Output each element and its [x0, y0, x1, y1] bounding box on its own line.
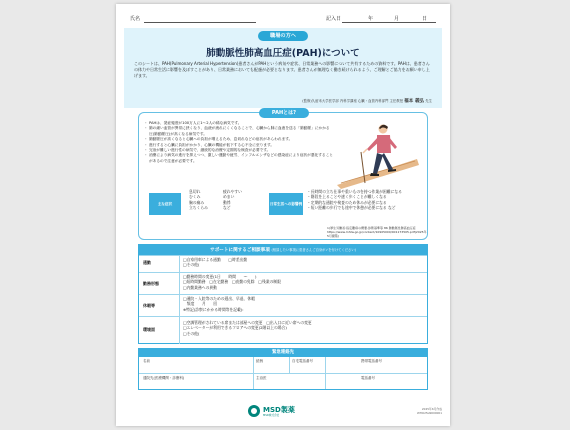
symptoms-col-2: 疲れやすい めまい 動悸 など [223, 189, 242, 210]
hospital-phone-field[interactable]: 電話番号 [361, 376, 375, 380]
list-item: ・ 肺の細い血管が異常に狭くなり、血液が流れにくくなることで、心臓から肺に血液を送る「肺動脈」にかかる圧(肺動脈圧)が高くなる病気です。 [145, 126, 333, 137]
list-item: ・ PAHは、発症頻度が100万人に1〜2人の稀な病気です。 [145, 121, 333, 126]
support-table [138, 244, 428, 344]
emergency-header: 緊急連絡先 [139, 349, 427, 357]
climbing-person-illustration [333, 119, 421, 189]
year-label: 年 [368, 16, 374, 22]
date-label: 記入日 [326, 16, 342, 22]
list-item: ・ 進行すると心臓に負担がかかり、心臓の機能が低下する心不全に至ります。 [145, 143, 333, 148]
relation-field[interactable]: 続柄 [256, 359, 263, 363]
list-item: ・ 治療により病気の進行を抑えつつ、激しい運動や疲労、インフルエンザなどの感染症により症状が悪化することがあるので注意が必要です。 [145, 153, 333, 164]
name-line[interactable] [144, 22, 256, 23]
date-line[interactable] [342, 22, 436, 23]
list-item: ・ 肺動脈圧が高くなると心臓への負担が増えるため、息切れなどの症状があらわれます。 [145, 137, 333, 142]
support-header: サポートに関するご相談事項 (相談したい事項に患者さんご自身が✓を付けてください) [139, 245, 427, 255]
intro-text: このシートは、PAH(Pulmonary Arterial Hypertension)患者さんがPAHという病気や症状、日常業務への影響について共有するための資料です。PAHは、患者さんの体力や日常生活に影響を及ぼすことがあり、日常業務においても配慮が必要となります。患者さんが無理なく働き続けられるよう、ご理解とご協力をお願い申し上げます。 [134, 61, 430, 78]
mobile-phone-field[interactable]: 携帯電話番号 [361, 359, 382, 363]
impact-badge: 日常生活への影響例 [269, 193, 303, 215]
work-style-options[interactable]: □勤務時間の変更(1日 時間 〜 ) □短時間勤務 □在宅勤務 □夜勤の免除 □残業の制限 □内勤業務への異動 [183, 274, 281, 290]
pah-section [138, 112, 428, 240]
support-row-commute: 通勤 □自家用車による通勤 □時差出勤 □その他( [139, 255, 427, 272]
symptoms-col-1: 息切れ むくみ 胸の痛み 立ちくらみ [189, 189, 208, 210]
leave-options[interactable]: □通院・入院等のための遅出、早退、休暇 頻度 月 回 ※特記(診察にかかる時間等を記載): [183, 296, 255, 312]
pah-tab: PAHとは? [259, 108, 309, 118]
impact-list: ・長時間の立ち仕事や重いものを持つ作業が困難になる ・階段を上ることや速く歩くことが難しくなる ・定期的な通院や検査のため休みが必要になる ・短い距離の歩行でも途中で休憩が必要になる など [307, 189, 402, 210]
reference-note: 1)厚生労働省:指定難病の概要,診断基準等 86 肺動脈性肺高血圧症 https://www.mhlw.go.jp/content/10905000/001173505.pdf(2025年5月閲覧) [327, 226, 427, 239]
msd-logo-icon [248, 405, 260, 417]
support-row-work-style: 勤務形態 □勤務時間の変更(1日 時間 〜 ) □短時間勤務 □在宅勤務 □夜勤の免除 □残業の制限 □内勤業務への異動 [139, 272, 427, 294]
commute-options[interactable]: □自家用車による通勤 □時差出勤 □その他( [183, 257, 248, 268]
page-title: 肺動脈性肺高血圧症(PAH)について [206, 48, 360, 59]
hospital-field[interactable]: 通院先(医療機関・診療科) [143, 376, 185, 380]
audience-pill: 職場の方へ [258, 31, 308, 41]
doctor-field[interactable]: 主治医 [256, 376, 267, 380]
contact-name-field[interactable]: 名前 [143, 359, 150, 363]
support-row-environment: 環境面 □空調管理がされている席または部屋への変更 □出入口に近い席への変更 □エレベーターが利用できるフロアへの変更(2階以上の場合) □その他( [139, 316, 427, 344]
pah-list [145, 121, 333, 164]
name-label: 氏名 [130, 16, 141, 22]
supervisor-name: 福本 義弘 [404, 99, 425, 104]
header-block [124, 28, 442, 108]
symptoms-row [145, 189, 425, 219]
msd-logo: MSD製薬 MSD株式会社 [248, 404, 318, 418]
support-row-leave: 休暇等 □通院・入院等のための遅出、早退、休暇 頻度 月 回 ※特記(診察にかかる時間等を記載): [139, 294, 427, 316]
home-phone-field[interactable]: 自宅電話番号 [292, 359, 313, 363]
document-sheet [116, 4, 450, 426]
footer-codes: 2025年6月作成 WHO25LN000001 [417, 407, 442, 415]
supervisor-credit: (監修)久留米大学医学部 内科学講座 心臓・血管内科部門 主任教授 福本 義弘 先生 [302, 99, 432, 104]
list-item: ・ 完治が難しい進行性の病気で、継続的な治療や定期的な検査が必要です。 [145, 148, 333, 153]
symptoms-badge: 主な症状 [149, 193, 181, 215]
month-label: 月 [394, 16, 400, 22]
environment-options[interactable]: □空調管理がされている席または部屋への変更 □出入口に近い席への変更 □エレベーターが利用できるフロアへの変更(2階以上の場合) □その他( [183, 320, 312, 336]
name-date-row [130, 15, 436, 23]
emergency-contact [138, 348, 428, 390]
day-label: 日 [422, 16, 428, 22]
